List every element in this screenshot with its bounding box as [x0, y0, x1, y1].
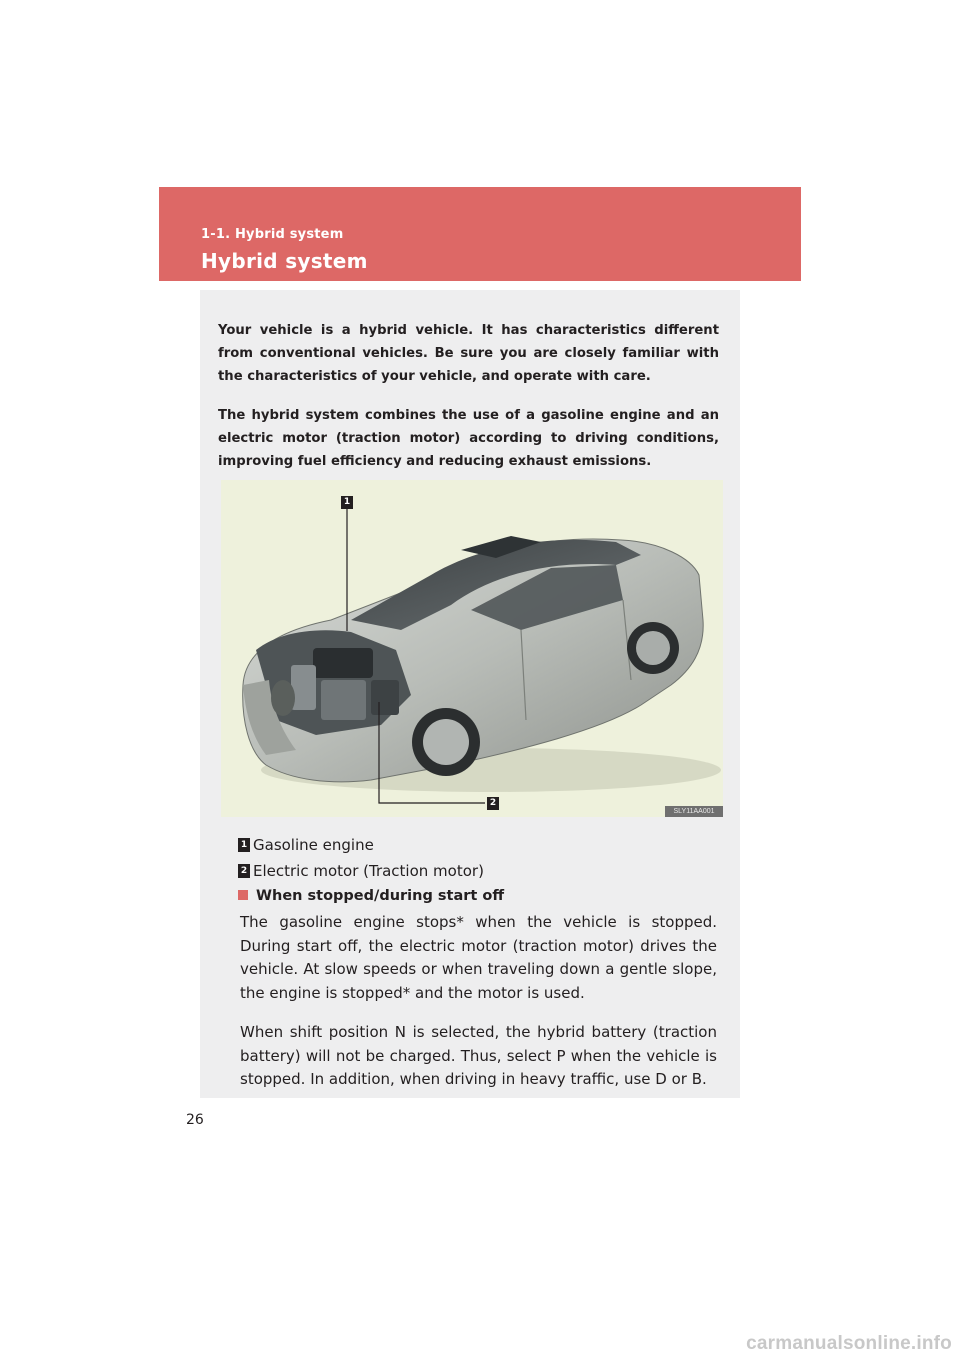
- body-paragraph-2: When shift position N is selected, the hybrid battery (traction battery) will not be charged. Thus, select P when the vehicle is stopped. In addition, when driving in heavy traffic, use D or B.: [240, 1023, 717, 1088]
- car-cutaway-drawing: [221, 480, 723, 817]
- legend-number: 2: [238, 864, 250, 878]
- subheading: [238, 885, 504, 907]
- legend-number: 1: [238, 838, 250, 852]
- intro-paragraph-2: The hybrid system combines the use of a gasoline engine and an electric motor (traction motor) according to driving conditions, improving fuel efficiency and reducing exhaust emissions.: [218, 408, 719, 469]
- content-box: [200, 290, 740, 1098]
- page-number: 26: [186, 1112, 204, 1128]
- hybrid-vehicle-illustration: [221, 480, 723, 817]
- figure-code: SLY11AA001: [665, 806, 723, 817]
- subheading-text: When stopped/during start off: [256, 888, 505, 904]
- legend-label: Gasoline engine: [253, 836, 374, 854]
- watermark: carmanualsonline.info: [746, 1333, 952, 1354]
- header-band: [159, 187, 801, 281]
- legend-label: Electric motor (Traction motor): [253, 862, 484, 880]
- bullet-square-icon: [238, 890, 248, 900]
- section-label: 1-1. Hybrid system: [201, 227, 344, 242]
- page-title: Hybrid system: [201, 249, 368, 273]
- body-paragraph-1: The gasoline engine stops* when the vehicle is stopped. During start off, the electric motor (traction motor) drives the vehicle. At slow speeds or when traveling down a gentle slope, the engine is stopped* and the motor is used.: [240, 913, 717, 1002]
- intro-paragraph-1: Your vehicle is a hybrid vehicle. It has characteristics different from conventional vehicles. Be sure you are closely familiar with the characteristics of your vehicle, and operate with care.: [218, 323, 719, 384]
- callout-1: 1: [341, 496, 353, 509]
- callout-2: 2: [487, 797, 499, 810]
